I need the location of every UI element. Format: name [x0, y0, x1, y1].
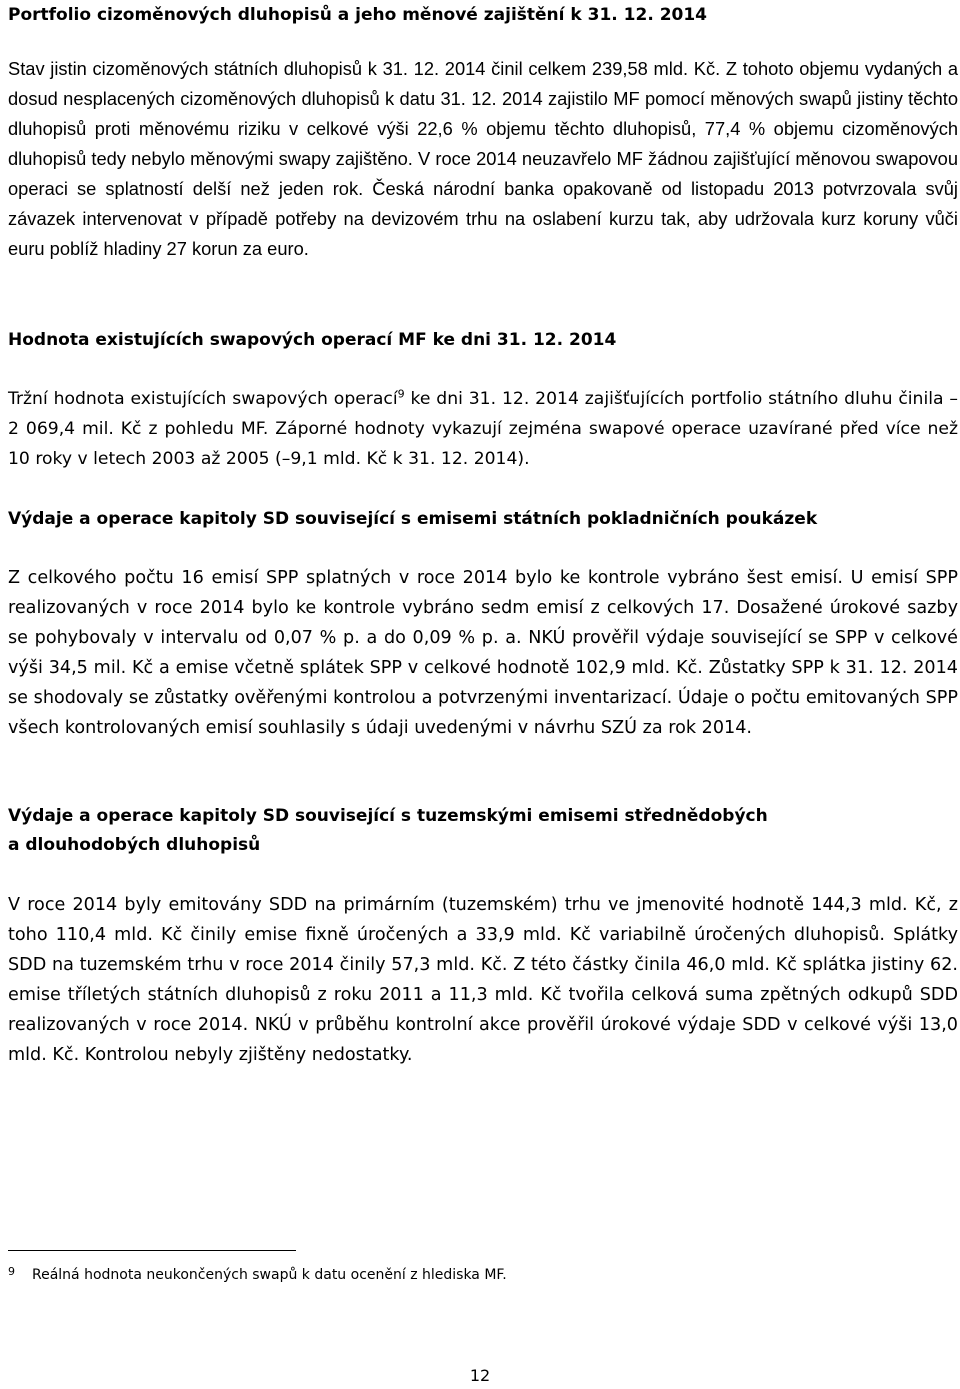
page-number: 12 — [469, 1366, 491, 1385]
paragraph-sdd: V roce 2014 byly emitovány SDD na primárním (tuzemském) trhu ve jmenovité hodnotě 144,3 mld. Kč, z toho 110,4 mld. Kč činily emise fixně úročených a 33,9 mld. Kč variabilně úročených dluhopisů. Splátky SDD na tuzemském trhu v roce 2014 činily 57,3 mld. Kč. Z této částky činila 46,0 mld. Kč splátka jistiny 62. emise tříletých státních dluhopisů z roku 2011 a 11,3 mld. Kč tvořila celková suma zpětných odkupů SDD realizovaných v roce 2014. NKÚ v průběhu kontrolní akce prověřil úrokové výdaje SDD v celkové výši 13,0 mld. Kč. Kontrolou nebyly zjištěny nedostatky. — [8, 895, 958, 1065]
footnote-separator — [8, 1250, 296, 1251]
footnote-text: Reálná hodnota neukončených swapů k datu ocenění z hlediska MF. — [32, 1267, 507, 1283]
section-heading-portfolio: Portfolio cizoměnových dluhopisů a jeho měnové zajištění k 31. 12. 2014 — [8, 5, 708, 25]
footnote-number: 9 — [8, 1265, 15, 1278]
paragraph-swap-value — [8, 384, 958, 474]
section-heading-sdd-line2: a dlouhodobých dluhopisů — [8, 835, 261, 855]
section-heading-sdd-line1: Výdaje a operace kapitoly SD související s tuzemskými emisemi střednědobých — [8, 806, 768, 826]
footnote-reference[interactable]: 9 — [397, 387, 405, 401]
section-heading-swap-value: Hodnota existujících swapových operací MF ke dni 31. 12. 2014 — [8, 330, 617, 350]
paragraph-swap-value-part2: ke dni 31. 12. 2014 zajišťujících portfolio státního dluhu činila –2 069,4 mil. Kč z pohledu MF. Záporné hodnoty vykazují zejména swapové operace uzavírané před více než 10 roky v letech 2003 až 2005 (–9,1 mld. Kč k 31. 12. 2014). — [8, 389, 959, 469]
paragraph-spp: Z celkového počtu 16 emisí SPP splatných v roce 2014 bylo ke kontrole vybráno šest emisí. U emisí SPP realizovaných v roce 2014 bylo ke kontrole vybráno sedm emisí z celkových 17. Dosažené úrokové sazby se pohybovaly v intervalu od 0,07 % p. a do 0,09 % p. a. NKÚ prověřil výdaje související se SPP v celkové výši 34,5 mil. Kč a emise včetně splátek SPP v celkové hodnotě 102,9 mld. Kč. Zůstatky SPP k 31. 12. 2014 se shodovaly se zůstatky ověřenými kontrolou a potvrzenými inventarizací. Údaje o počtu emitovaných SPP všech kontrolovaných emisí souhlasily s údaji uvedenými v návrhu SZÚ za rok 2014. — [8, 568, 958, 738]
footnote — [8, 1265, 948, 1285]
paragraph-swap-value-part1: Tržní hodnota existujících swapových operací — [8, 389, 398, 409]
paragraph-portfolio: Stav jistin cizoměnových státních dluhopisů k 31. 12. 2014 činil celkem 239,58 mld. Kč. Z tohoto objemu vydaných a dosud nesplacených cizoměnových dluhopisů k datu 31. 12. 2014 zajistilo MF pomocí měnových swapů jistiny těchto dluhopisů proti měnovému riziku v celkové výši 22,6 % objemu těchto dluhopisů, 77,4 % objemu cizoměnových dluhopisů tedy nebylo měnovými swapy zajištěno. V roce 2014 neuzavřelo MF žádnou zajišťující měnovou swapovou operaci se splatností delší než jeden rok. Česká národní banka opakovaně od listopadu 2013 potvrzovala svůj závazek intervenovat v případě potřeby na devizovém trhu na oslabení kurzu tak, aby udržovala kurz koruny vůči euru poblíž hladiny 27 korun za euro. — [8, 58, 958, 259]
section-heading-spp: Výdaje a operace kapitoly SD související s emisemi státních pokladničních poukázek — [8, 509, 818, 529]
